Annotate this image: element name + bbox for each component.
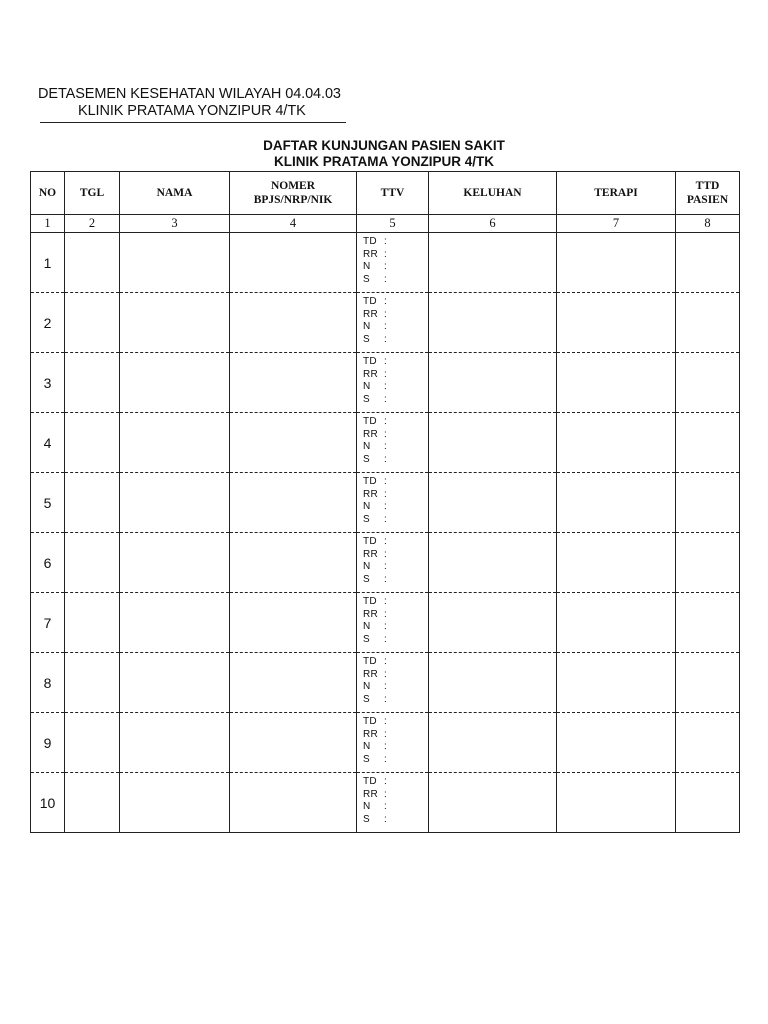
ttv-label: TD <box>363 416 377 427</box>
complaint-cell[interactable] <box>429 593 557 653</box>
ttv-line <box>363 536 428 549</box>
ttv-label: S <box>363 573 370 585</box>
date-cell[interactable] <box>65 653 120 713</box>
table-row <box>31 773 740 833</box>
ttv-separator: : <box>384 801 388 812</box>
ttv-line <box>363 416 428 429</box>
ttv-separator: : <box>384 321 388 332</box>
ttv-separator: : <box>384 536 388 547</box>
table-row <box>31 233 740 293</box>
id-number-cell[interactable] <box>230 653 357 713</box>
ttv-label: N <box>363 261 371 272</box>
ttv-line <box>363 476 428 489</box>
ttv-separator: : <box>384 488 388 500</box>
header-underline <box>40 122 346 123</box>
date-cell[interactable] <box>65 473 120 533</box>
ttv-cell[interactable] <box>357 353 429 413</box>
therapy-cell[interactable] <box>557 713 676 773</box>
signature-cell[interactable] <box>676 593 740 653</box>
column-number: 1 <box>31 215 65 233</box>
ttv-label: RR <box>363 368 379 380</box>
therapy-cell[interactable] <box>557 413 676 473</box>
ttv-line <box>363 681 428 694</box>
column-number: 6 <box>429 215 557 233</box>
table-body <box>31 233 740 833</box>
ttv-separator: : <box>384 656 388 667</box>
column-header-row <box>31 172 740 215</box>
ttv-separator: : <box>384 368 388 380</box>
date-cell[interactable] <box>65 713 120 773</box>
complaint-cell[interactable] <box>429 293 557 353</box>
id-number-cell[interactable] <box>230 713 357 773</box>
ttv-label: TD <box>363 236 377 247</box>
ttv-cell[interactable] <box>357 773 429 833</box>
ttv-line <box>363 369 428 382</box>
ttv-line <box>363 261 428 274</box>
ttv-label: RR <box>363 668 379 680</box>
ttv-label: RR <box>363 548 379 560</box>
column-header-ttv: TTV <box>357 172 429 215</box>
ttv-line <box>363 754 428 767</box>
ttv-line <box>363 716 428 729</box>
column-header-no: NO <box>31 172 65 215</box>
ttv-line <box>363 309 428 322</box>
table-row <box>31 653 740 713</box>
ttv-separator: : <box>384 501 388 512</box>
ttv-label: TD <box>363 656 377 667</box>
row-number: 2 <box>31 293 65 353</box>
therapy-cell[interactable] <box>557 473 676 533</box>
column-header-nama: NAMA <box>120 172 230 215</box>
ttv-label: S <box>363 813 370 825</box>
ttv-separator: : <box>384 428 388 440</box>
therapy-cell[interactable] <box>557 353 676 413</box>
ttv-separator: : <box>384 513 388 525</box>
signature-cell[interactable] <box>676 353 740 413</box>
id-number-cell[interactable] <box>230 533 357 593</box>
ttv-line <box>363 814 428 827</box>
ttv-line <box>363 429 428 442</box>
title-line-2: KLINIK PRATAMA YONZIPUR 4/TK <box>273 154 494 169</box>
signature-cell[interactable] <box>676 233 740 293</box>
ttv-separator: : <box>384 681 388 692</box>
id-number-cell[interactable] <box>230 233 357 293</box>
row-number: 9 <box>31 713 65 773</box>
signature-cell[interactable] <box>676 773 740 833</box>
therapy-cell[interactable] <box>557 773 676 833</box>
ttv-label: N <box>363 441 371 452</box>
ttv-cell[interactable] <box>357 293 429 353</box>
ttv-line <box>363 621 428 634</box>
date-cell[interactable] <box>65 293 120 353</box>
ttv-separator: : <box>384 273 388 285</box>
ttv-label: RR <box>363 428 379 440</box>
table-row <box>31 593 740 653</box>
ttv-separator: : <box>384 728 388 740</box>
ttv-line <box>363 441 428 454</box>
ttv-line <box>363 334 428 347</box>
ttv-separator: : <box>384 453 388 465</box>
complaint-cell[interactable] <box>429 413 557 473</box>
signature-cell[interactable] <box>676 713 740 773</box>
ttv-separator: : <box>384 608 388 620</box>
date-cell[interactable] <box>65 233 120 293</box>
column-header-keluhan: KELUHAN <box>429 172 557 215</box>
signature-cell[interactable] <box>676 533 740 593</box>
ttv-separator: : <box>384 561 388 572</box>
signature-cell[interactable] <box>676 653 740 713</box>
ttv-line <box>363 501 428 514</box>
ttv-line <box>363 489 428 502</box>
ttv-label: RR <box>363 728 379 740</box>
row-number: 6 <box>31 533 65 593</box>
organization-header <box>38 86 378 120</box>
ttv-line <box>363 296 428 309</box>
ttv-separator: : <box>384 621 388 632</box>
ttv-separator: : <box>384 548 388 560</box>
column-header-nomer: NOMER BPJS/NRP/NIK <box>230 172 357 215</box>
name-cell[interactable] <box>120 233 230 293</box>
name-cell[interactable] <box>120 353 230 413</box>
ttv-label: S <box>363 753 370 765</box>
ttv-label: TD <box>363 476 377 487</box>
ttv-line <box>363 789 428 802</box>
complaint-cell[interactable] <box>429 233 557 293</box>
ttv-line <box>363 549 428 562</box>
ttv-label: TD <box>363 356 377 367</box>
ttv-line <box>363 656 428 669</box>
patient-visit-table <box>30 171 740 833</box>
ttv-separator: : <box>384 393 388 405</box>
ttv-label: RR <box>363 608 379 620</box>
clinic-name: KLINIK PRATAMA YONZIPUR 4/TK <box>78 103 306 119</box>
date-cell[interactable] <box>65 533 120 593</box>
ttv-label: S <box>363 273 370 285</box>
ttv-separator: : <box>384 476 388 487</box>
complaint-cell[interactable] <box>429 713 557 773</box>
ttv-separator: : <box>384 356 388 367</box>
id-number-cell[interactable] <box>230 473 357 533</box>
column-number: 3 <box>120 215 230 233</box>
ttv-line <box>363 574 428 587</box>
ttv-separator: : <box>384 741 388 752</box>
ttv-label: S <box>363 633 370 645</box>
row-number: 3 <box>31 353 65 413</box>
name-cell[interactable] <box>120 593 230 653</box>
ttv-separator: : <box>384 776 388 787</box>
ttv-label: TD <box>363 596 377 607</box>
id-number-cell[interactable] <box>230 293 357 353</box>
row-number: 7 <box>31 593 65 653</box>
ttv-separator: : <box>384 308 388 320</box>
date-cell[interactable] <box>65 773 120 833</box>
ttv-separator: : <box>384 668 388 680</box>
ttv-line <box>363 694 428 707</box>
ttv-label: TD <box>363 716 377 727</box>
row-number: 8 <box>31 653 65 713</box>
document-title <box>0 138 768 170</box>
table-row <box>31 293 740 353</box>
ttv-line <box>363 249 428 262</box>
ttv-line <box>363 729 428 742</box>
ttv-label: RR <box>363 248 379 260</box>
name-cell[interactable] <box>120 713 230 773</box>
row-number: 5 <box>31 473 65 533</box>
therapy-cell[interactable] <box>557 653 676 713</box>
complaint-cell[interactable] <box>429 353 557 413</box>
ttv-label: S <box>363 333 370 345</box>
therapy-cell[interactable] <box>557 233 676 293</box>
ttv-line <box>363 236 428 249</box>
ttv-line <box>363 381 428 394</box>
ttv-label: N <box>363 681 371 692</box>
ttv-line <box>363 741 428 754</box>
date-cell[interactable] <box>65 593 120 653</box>
ttv-line <box>363 514 428 527</box>
ttv-separator: : <box>384 573 388 585</box>
ttv-label: N <box>363 621 371 632</box>
organization-name: DETASEMEN KESEHATAN WILAYAH 04.04.03 <box>38 86 341 102</box>
ttv-separator: : <box>384 596 388 607</box>
id-number-cell[interactable] <box>230 353 357 413</box>
ttv-line <box>363 356 428 369</box>
ttv-separator: : <box>384 813 388 825</box>
ttv-separator: : <box>384 693 388 705</box>
column-number: 4 <box>230 215 357 233</box>
row-number: 1 <box>31 233 65 293</box>
ttv-label: TD <box>363 536 377 547</box>
date-cell[interactable] <box>65 353 120 413</box>
ttv-line <box>363 801 428 814</box>
complaint-cell[interactable] <box>429 773 557 833</box>
ttv-separator: : <box>384 633 388 645</box>
table-row <box>31 473 740 533</box>
ttv-label: N <box>363 801 371 812</box>
ttv-cell[interactable] <box>357 533 429 593</box>
complaint-cell[interactable] <box>429 533 557 593</box>
ttv-separator: : <box>384 716 388 727</box>
ttv-line <box>363 274 428 287</box>
ttv-label: RR <box>363 308 379 320</box>
ttv-line <box>363 394 428 407</box>
ttv-cell[interactable] <box>357 653 429 713</box>
table-row <box>31 413 740 473</box>
ttv-separator: : <box>384 753 388 765</box>
table-row <box>31 533 740 593</box>
date-cell[interactable] <box>65 413 120 473</box>
ttv-label: S <box>363 693 370 705</box>
ttv-separator: : <box>384 333 388 345</box>
ttv-cell[interactable] <box>357 713 429 773</box>
ttv-cell[interactable] <box>357 233 429 293</box>
ttv-label: S <box>363 513 370 525</box>
ttv-label: N <box>363 501 371 512</box>
ttv-line <box>363 776 428 789</box>
ttv-label: TD <box>363 296 377 307</box>
column-header-ttd: TTD PASIEN <box>676 172 740 215</box>
ttv-line <box>363 561 428 574</box>
ttv-line <box>363 321 428 334</box>
ttv-separator: : <box>384 788 388 800</box>
table-row <box>31 353 740 413</box>
name-cell[interactable] <box>120 293 230 353</box>
column-header-terapi: TERAPI <box>557 172 676 215</box>
column-number: 8 <box>676 215 740 233</box>
ttv-separator: : <box>384 236 388 247</box>
ttv-cell[interactable] <box>357 473 429 533</box>
row-number: 10 <box>31 773 65 833</box>
signature-cell[interactable] <box>676 413 740 473</box>
ttv-label: N <box>363 321 371 332</box>
signature-cell[interactable] <box>676 293 740 353</box>
ttv-cell[interactable] <box>357 593 429 653</box>
name-cell[interactable] <box>120 533 230 593</box>
row-number: 4 <box>31 413 65 473</box>
column-number: 7 <box>557 215 676 233</box>
id-number-cell[interactable] <box>230 773 357 833</box>
therapy-cell[interactable] <box>557 293 676 353</box>
ttv-label: N <box>363 381 371 392</box>
title-line-1: DAFTAR KUNJUNGAN PASIEN SAKIT <box>263 138 505 153</box>
therapy-cell[interactable] <box>557 533 676 593</box>
ttv-line <box>363 596 428 609</box>
ttv-label: N <box>363 741 371 752</box>
id-number-cell[interactable] <box>230 413 357 473</box>
name-cell[interactable] <box>120 413 230 473</box>
ttv-label: RR <box>363 488 379 500</box>
ttv-line <box>363 609 428 622</box>
name-cell[interactable] <box>120 653 230 713</box>
table-row <box>31 713 740 773</box>
ttv-label: RR <box>363 788 379 800</box>
therapy-cell[interactable] <box>557 593 676 653</box>
column-header-tgl: TGL <box>65 172 120 215</box>
ttv-separator: : <box>384 261 388 272</box>
complaint-cell[interactable] <box>429 473 557 533</box>
ttv-separator: : <box>384 441 388 452</box>
ttv-line <box>363 634 428 647</box>
ttv-separator: : <box>384 416 388 427</box>
ttv-line <box>363 669 428 682</box>
ttv-label: S <box>363 393 370 405</box>
ttv-cell[interactable] <box>357 413 429 473</box>
column-number-row <box>31 215 740 233</box>
complaint-cell[interactable] <box>429 653 557 713</box>
name-cell[interactable] <box>120 473 230 533</box>
ttv-separator: : <box>384 381 388 392</box>
ttv-label: S <box>363 453 370 465</box>
ttv-label: N <box>363 561 371 572</box>
ttv-line <box>363 454 428 467</box>
id-number-cell[interactable] <box>230 593 357 653</box>
signature-cell[interactable] <box>676 473 740 533</box>
ttv-separator: : <box>384 248 388 260</box>
column-number: 2 <box>65 215 120 233</box>
name-cell[interactable] <box>120 773 230 833</box>
ttv-label: TD <box>363 776 377 787</box>
column-number: 5 <box>357 215 429 233</box>
ttv-separator: : <box>384 296 388 307</box>
